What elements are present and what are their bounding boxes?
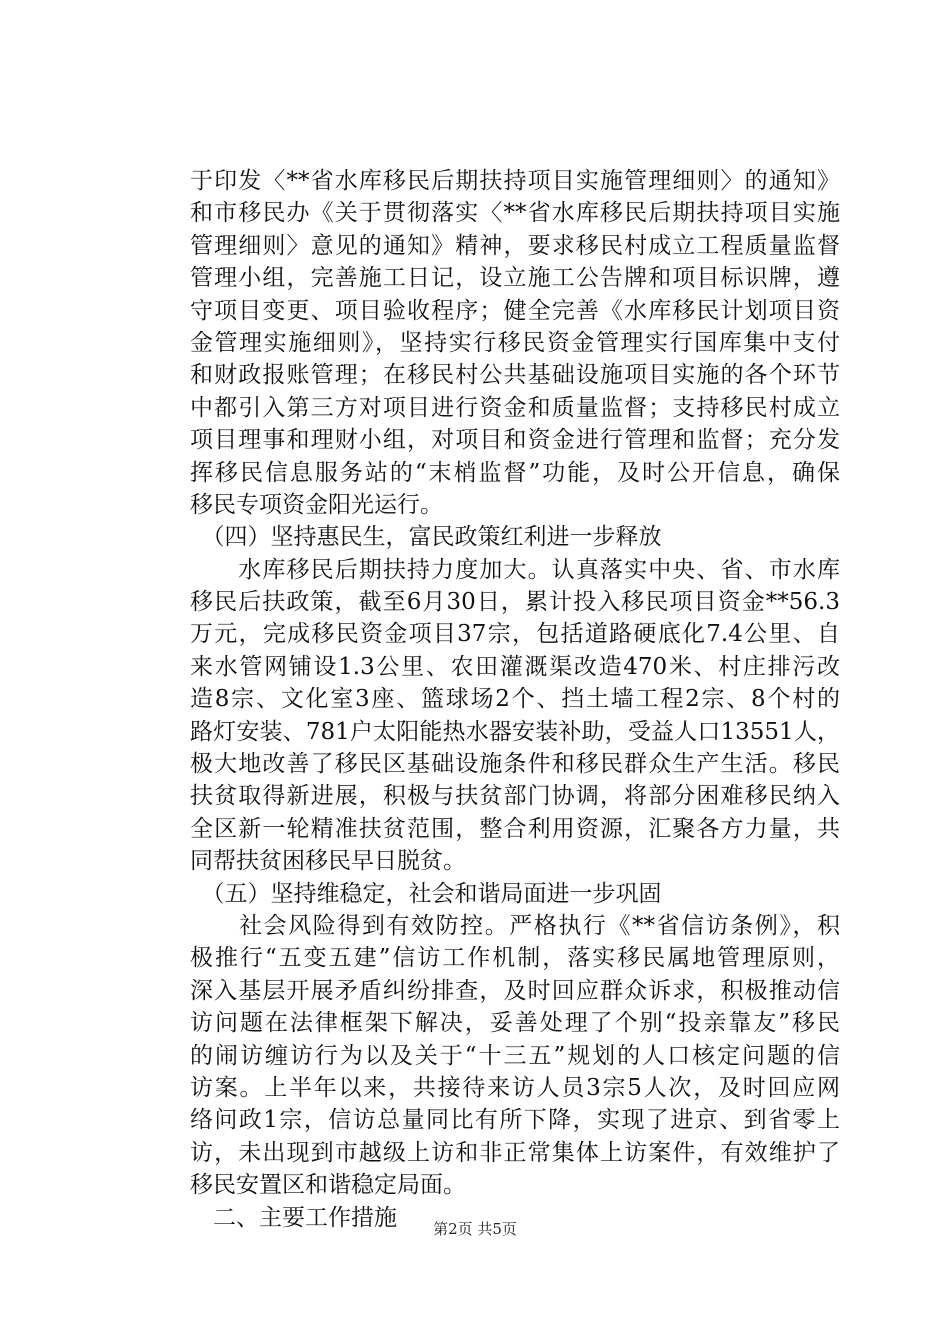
text-line: 移民安置区和谐稳定局面。: [190, 1172, 466, 1199]
text-line: 扶贫取得新进展，积极与扶贫部门协调，将部分困难移民纳入: [190, 783, 840, 810]
text-line: 访问题在法律框架下解决，妥善处理了个别“投亲靠友”移民: [190, 1010, 840, 1037]
text-line: 管理小组，完善施工日记，设立施工公告牌和项目标识牌，遵: [190, 265, 840, 292]
text-line: 来水管网铺设1.3公里、农田灌溉渠改造470米、村庄排污改: [190, 653, 840, 680]
text-line: 络问政1宗，信访总量同比有所下降，实现了进京、到省零上: [190, 1107, 840, 1134]
text-line: 中都引入第三方对项目进行资金和质量监督；支持移民村成立: [190, 394, 840, 421]
text-line: 项目理事和理财小组，对项目和资金进行管理和监督；充分发: [190, 427, 840, 454]
text-line: 挥移民信息服务站的“末梢监督”功能，及时公开信息，确保: [190, 459, 840, 486]
text-line: 和财政报账管理；在移民村公共基础设施项目实施的各个环节: [190, 362, 840, 389]
text-line: 访案。上半年以来，共接待来访人员3宗5人次，及时回应网: [190, 1074, 840, 1101]
text-line: 社会风险得到有效防控。严格执行《**省信访条例》，积: [190, 912, 840, 939]
text-line: 守项目变更、项目验收程序；健全完善《水库移民计划项目资: [190, 297, 840, 324]
text-line: 的闹访缠访行为以及关于“十三五”规划的人口核定问题的信: [190, 1042, 840, 1069]
text-line: 全区新一轮精准扶贫范围，整合利用资源，汇聚各方力量，共: [190, 815, 840, 842]
text-line: 极推行“五变五建”信访工作机制，落实移民属地管理原则，: [190, 945, 840, 972]
text-line: 于印发〈**省水库移民后期扶持项目实施管理细则〉的通知》: [190, 168, 840, 194]
text-line: 同帮扶贫困移民早日脱贫。: [190, 848, 466, 875]
text-line: 管理细则〉意见的通知》精神，要求移民村成立工程质量监督: [190, 232, 840, 259]
text-line: 移民专项资金阳光运行。: [190, 491, 443, 518]
section-heading: 二、主要工作措施: [190, 1204, 397, 1231]
text-line: 访，未出现到市越级上访和非正常集体上访案件，有效维护了: [190, 1139, 840, 1166]
text-line: 和市移民办《关于贯彻落实〈**省水库移民后期扶持项目实施: [190, 200, 840, 227]
section-heading: （四）坚持惠民生，富民政策红利进一步释放: [190, 524, 662, 551]
text-line: 金管理实施细则》，坚持实行移民资金管理实行国库集中支付: [190, 329, 840, 356]
text-line: 万元，完成移民资金项目37宗，包括道路硬底化7.4公里、自: [190, 621, 840, 648]
text-line: 移民后扶政策，截至6月30日，累计投入移民项目资金**56.3: [190, 589, 840, 616]
text-line: 深入基层开展矛盾纠纷排查，及时回应群众诉求，积极推动信: [190, 977, 840, 1004]
page-footer: 第2页 共5页: [433, 1220, 517, 1238]
text-line: 路灯安装、781户太阳能热水器安装补助，受益人口13551人，: [190, 718, 840, 745]
body-text: [190, 165, 840, 1234]
text-line: 造8宗、文化室3座、篮球场2个、挡土墙工程2宗、8个村的: [190, 686, 840, 713]
text-line: 极大地改善了移民区基础设施条件和移民群众生产生活。移民: [190, 751, 840, 778]
text-line: 水库移民后期扶持力度加大。认真落实中央、省、市水库: [190, 556, 840, 583]
section-heading: （五）坚持维稳定，社会和谐局面进一步巩固: [190, 880, 662, 907]
